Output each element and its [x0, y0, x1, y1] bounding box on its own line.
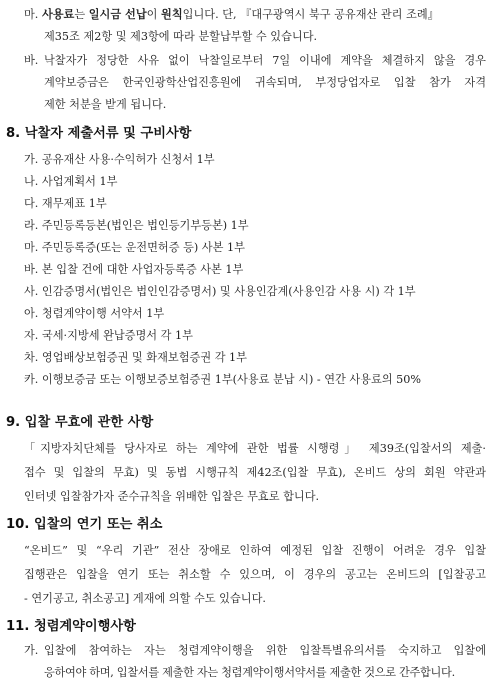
- clause-ma-bold-lump-sum: 일시금 선납: [88, 8, 147, 21]
- section-8-heading: 8. 낙찰자 제출서류 및 구비사항: [6, 126, 192, 141]
- clause-ma-text: 이: [146, 8, 162, 21]
- sec10-line1: “온비드” 및 “우리 기관” 전산 장애로 인하여 예정된 입찰 진행이 어려운 경우 입찰: [24, 544, 486, 557]
- section-10-heading: 10. 입찰의 연기 또는 취소: [6, 517, 163, 532]
- sec11-ga-line2: 응하여야 하며, 입찰서를 제출한 자는 청렴계약이행서약서를 제출한 것으로 간주합니다.: [44, 666, 455, 679]
- clause-ba-line1: 낙찰자가 정당한 사유 없이 낙찰일로부터 7일 이내에 계약을 체결하지 않을 경우: [44, 54, 486, 67]
- clause-ma-marker: 마.: [24, 8, 39, 21]
- sec10-line2: 집행관은 입찰을 연기 또는 취소할 수 있으며, 이 경우의 공고는 온비드의 [입찰공고: [24, 568, 486, 581]
- clause-ma-text: 입니다. 단, 『대구광역시 북구 공유재산 관리 조례』: [182, 8, 439, 21]
- sec8-item-a: 아. 청렴계약이행 서약서 1부: [24, 307, 165, 320]
- section-11-heading: 11. 청렴계약이행사항: [6, 619, 136, 634]
- clause-ba-line2: 계약보증금은 한국인광학산업진흥원에 귀속되며, 부정당업자로 입찰 참가 자격: [44, 76, 486, 89]
- clause-ma-text: 는: [74, 8, 89, 21]
- clause-ma-bold-principle: 원칙: [161, 8, 183, 21]
- sec8-item-na: 나. 사업계획서 1부: [24, 175, 118, 188]
- sec9-line2: 접수 및 입찰의 무효) 및 동법 시행규칙 제42조(입찰 무효), 온비드 상의 회원 약관과: [24, 466, 486, 479]
- sec11-ga-line1: 입찰에 참여하는 자는 청렴계약이행을 위한 입찰특별유의서를 숙지하고 입찰에: [44, 644, 486, 657]
- sec11-ga-marker: 가.: [24, 644, 39, 657]
- sec9-line3: 인터넷 입찰참가자 준수규칙을 위배한 입찰은 무효로 합니다.: [24, 490, 320, 503]
- sec8-item-sa: 사. 인감증명서(법인은 법인인감증명서) 및 사용인감계(사용인감 사용 시) 각 1부: [24, 285, 416, 298]
- sec8-item-ma: 마. 주민등록증(또는 운전면허증 등) 사본 1부: [24, 241, 245, 254]
- sec8-item-ka: 카. 이행보증금 또는 이행보증보험증권 1부(사용료 분납 시) - 연간 사용료의 50%: [24, 373, 422, 386]
- sec8-item-ba: 바. 본 입찰 건에 대한 사업자등록증 사본 1부: [24, 263, 244, 276]
- clause-ba-marker: 바.: [24, 54, 39, 67]
- sec9-line1: 「지방자치단체를 당사자로 하는 계약에 관한 법률 시행령」 제39조(입찰서의 제출·: [24, 442, 486, 455]
- sec8-item-ra: 라. 주민등록등본(법인은 법인등기부등본) 1부: [24, 219, 249, 232]
- section-9-heading: 9. 입찰 무효에 관한 사항: [6, 415, 154, 430]
- sec8-item-ja: 자. 국세·지방세 완납증명서 각 1부: [24, 329, 193, 342]
- sec8-item-ga: 가. 공유재산 사용·수익허가 신청서 1부: [24, 153, 215, 166]
- sec8-item-da: 다. 재무제표 1부: [24, 197, 107, 210]
- sec8-item-cha: 차. 영업배상보험증권 및 화재보험증권 각 1부: [24, 351, 247, 364]
- clause-ma-line2: 제35조 제2항 및 제3항에 따라 분할납부할 수 있습니다.: [44, 30, 318, 43]
- sec10-line3: - 연기공고, 취소공고] 게재에 의할 수도 있습니다.: [24, 592, 266, 605]
- clause-ma-bold-usage-fee: 사용료: [41, 8, 75, 21]
- clause-ba-line3: 제한 처분을 받게 됩니다.: [44, 98, 167, 111]
- clause-ma-line1: [24, 7, 486, 23]
